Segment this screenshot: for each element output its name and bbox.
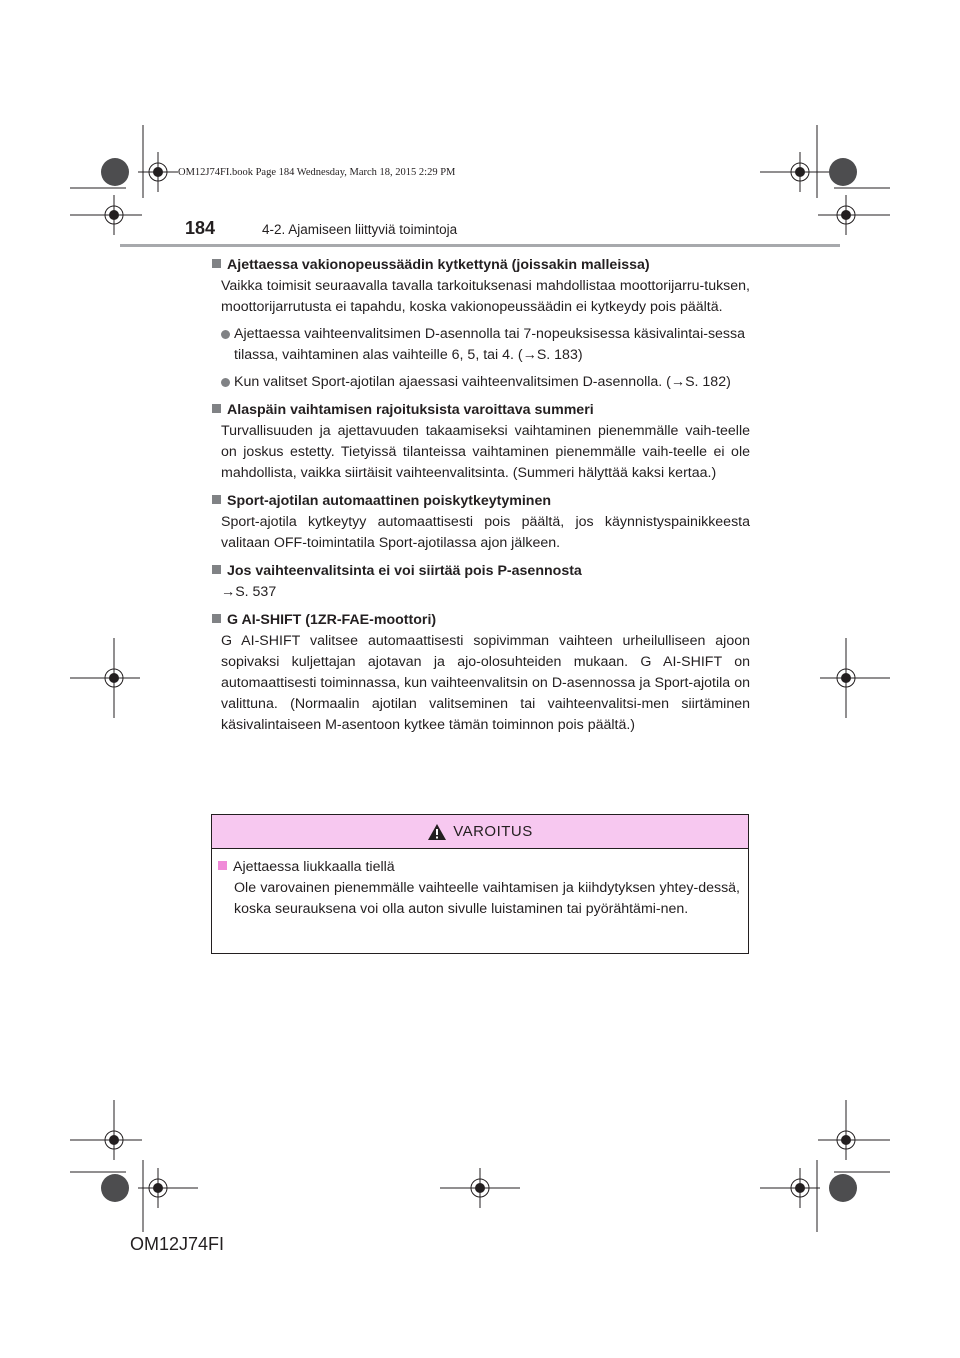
warning-triangle-icon — [427, 823, 447, 841]
section-body: →S. 537 — [221, 584, 277, 600]
crosshair-icon — [138, 152, 178, 192]
section-g-ai-shift — [212, 610, 750, 736]
section-downshift-buzzer — [212, 400, 750, 484]
warning-body — [212, 849, 748, 920]
circle-bullet-icon — [221, 378, 230, 387]
section-title: 4-2. Ajamiseen liittyviä toimintoja — [262, 222, 458, 237]
crosshair-icon — [70, 195, 142, 235]
crosshair-icon — [820, 638, 890, 718]
document-code: OM12J74FI — [130, 1234, 225, 1254]
bullet-list — [221, 324, 750, 393]
warning-header — [212, 815, 748, 849]
square-bullet-icon — [212, 259, 221, 268]
circle-bullet-icon — [221, 330, 230, 339]
crosshair-icon — [760, 152, 840, 192]
section-heading: Alaspäin vaihtamisen rajoituksista varoittava summeri — [212, 400, 750, 421]
warning-title: VAROITUS — [453, 823, 533, 840]
main-content — [212, 255, 750, 743]
section-heading: G AI-SHIFT (1ZR-FAE-moottori) — [212, 610, 750, 631]
section-cruise-control — [212, 255, 750, 393]
warning-box — [211, 814, 749, 954]
crosshair-icon — [70, 638, 140, 718]
section-body: Vaikka toimisit seuraavalla tavalla tarkoituksenasi mahdollistaa moottorijarru-tuksen, moottorijarrutusta ei tapahdu, koska vakionopeussäädin ei kytkeydy pois päältä. — [221, 278, 750, 315]
section-shift-lever-stuck — [212, 561, 750, 603]
list-item: Ajettaessa vaihteenvalitsimen D-asennolla tai 7-nopeuksisessa käsivalintai-sessa tilassa, vaihtaminen alas vaihteille 6, 5, tai 4. (→S. 183) — [221, 324, 750, 366]
book-info: OM12J74FI.book Page 184 Wednesday, March 18, 2015 2:29 PM — [178, 167, 456, 178]
crosshair-icon — [818, 195, 890, 235]
section-heading: Sport-ajotilan automaattinen poiskytkeytyminen — [212, 491, 750, 512]
page-number: 184 — [185, 218, 216, 238]
crosshair-icon — [440, 1168, 520, 1208]
section-body: Sport-ajotila kytkeytyy automaattisesti pois päältä, jos käynnistyspainikkeesta valitaan OFF-toimintatila Sport-ajotilassa ajon jälkeen. — [221, 514, 750, 551]
square-bullet-icon — [212, 565, 221, 574]
square-bullet-icon — [218, 861, 227, 870]
crosshair-icon — [760, 1168, 820, 1208]
section-heading: Ajettaessa vakionopeussäädin kytkettynä (joissakin malleissa) — [212, 255, 750, 276]
warning-text: Ole varovainen pienemmälle vaihteelle vaihtamisen ja kiihdytyksen yhtey-dessä, koska seurauksena voi olla auton sivulle luistaminen tai pyörähtämi-nen. — [234, 880, 740, 917]
header-rule — [120, 244, 840, 247]
list-item: Kun valitset Sport-ajotilan ajaessasi vaihteenvalitsimen D-asennolla. (→S. 182) — [221, 372, 750, 393]
crosshair-icon — [70, 1100, 142, 1160]
square-bullet-icon — [212, 614, 221, 623]
crosshair-icon — [818, 1100, 890, 1160]
section-body: G AI-SHIFT valitsee automaattisesti sopivimman vaihteen urheilulliseen ajoon sopivaksi kuljettajan ajotavan ja ajo-olosuhteiden mukaan. G AI-SHIFT on automaattisesti toiminnassa, kun vaihteenvalitsin on D-asennossa ja Sport-ajotila on valittuna. (Normaalin ajotilan valitseminen tai vaihteenvalitsi-men siirtäminen käsivalintaiseen M-asentoon kytkee tämän toiminnon pois päältä.) — [221, 633, 750, 733]
square-bullet-icon — [212, 495, 221, 504]
warning-heading: Ajettaessa liukkaalla tiellä — [218, 857, 740, 878]
crosshair-icon — [138, 1168, 198, 1208]
section-heading: Jos vaihteenvalitsinta ei voi siirtää pois P-asennosta — [212, 561, 750, 582]
square-bullet-icon — [212, 404, 221, 413]
section-sport-mode-off — [212, 491, 750, 554]
section-body: Turvallisuuden ja ajettavuuden takaamiseksi vaihtaminen pienemmälle vaih-teelle on joskus estetty. Tietyissä tilanteissa vaihtaminen pienemmälle vaih-teelle ei ole mahdollista, vaikka siirtäisit vaihteenvalitsinta. (Summeri hälyttää kaksi kertaa.) — [221, 423, 750, 481]
